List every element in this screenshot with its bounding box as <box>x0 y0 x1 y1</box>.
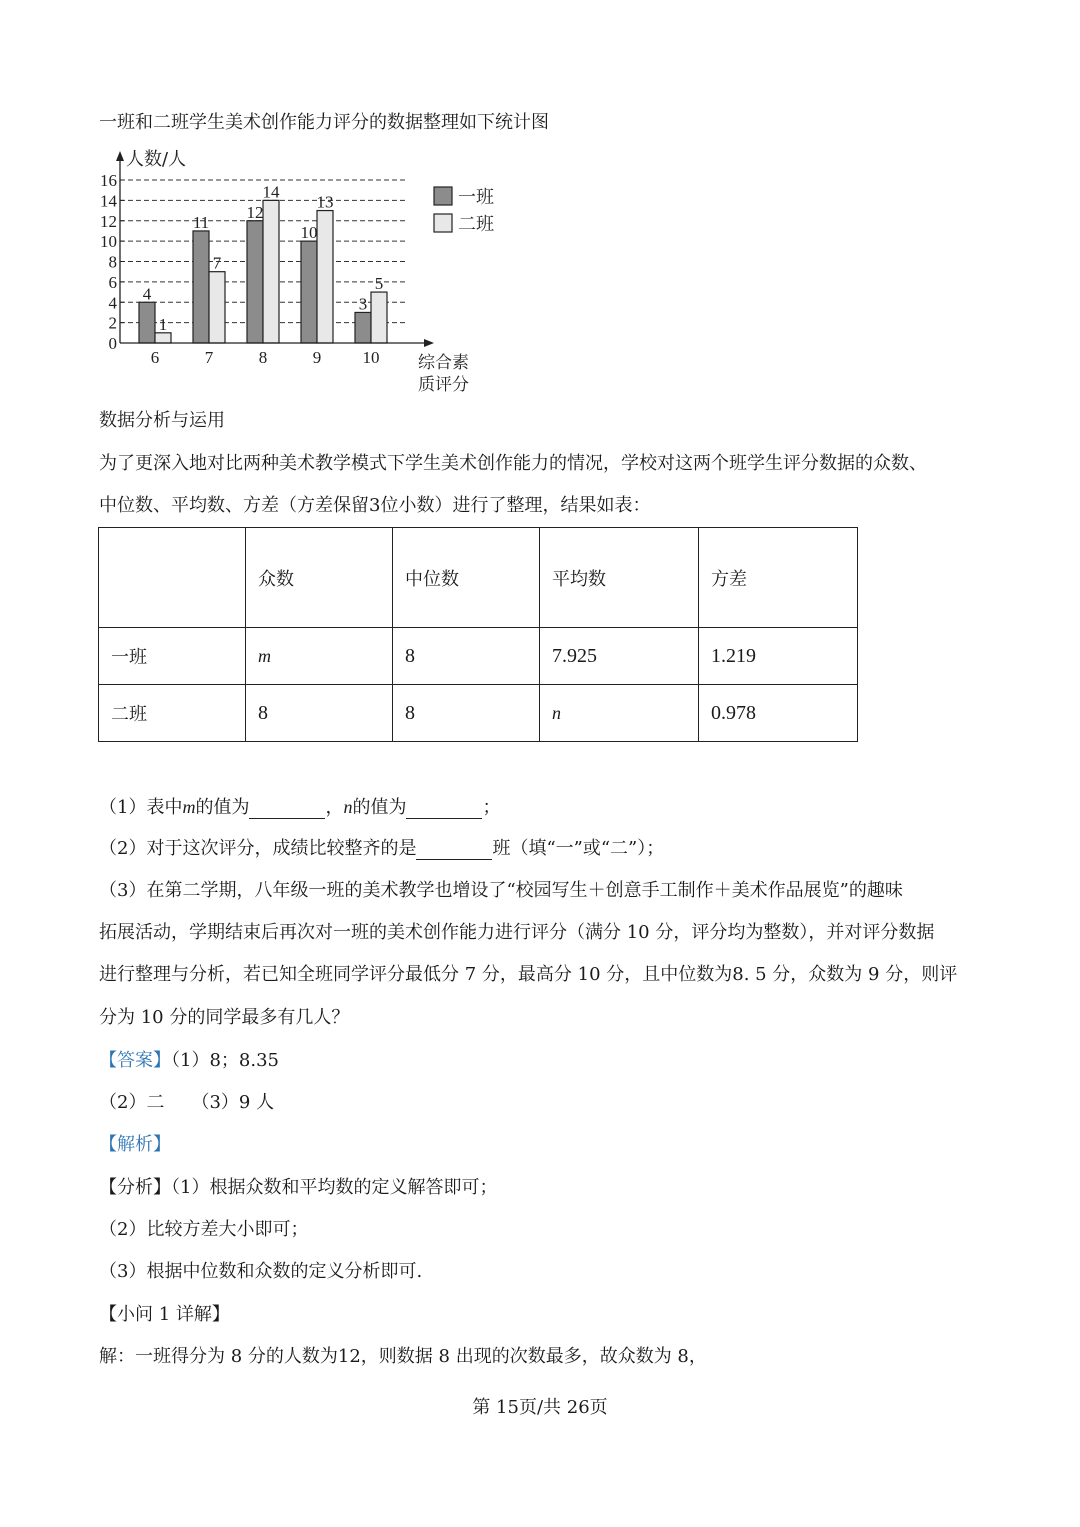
x-tick-label: 10 <box>362 348 380 367</box>
y-axis-arrow <box>116 151 124 161</box>
intro-text: 一班和二班学生美术创作能力评分的数据整理如下统计图 <box>99 112 549 133</box>
legend-label: 二班 <box>458 214 494 235</box>
x-tick-label: 8 <box>258 348 268 367</box>
table-header-cell: 中位数 <box>393 528 540 628</box>
question-3-line: （3）在第二学期，八年级一班的美术教学也增设了“校园写生＋创意手工制作＋美术作品展览”的趣味 <box>99 880 903 901</box>
table-header-cell <box>99 528 246 628</box>
x-tick-label: 9 <box>312 348 322 367</box>
data-label: 12 <box>246 202 264 222</box>
table-cell: 1.219 <box>699 628 858 685</box>
table-cell: 8 <box>393 628 540 685</box>
y-tick-label: 8 <box>108 252 117 272</box>
question-1: （1）表中m的值为 ，n的值为 ； <box>99 797 501 818</box>
analysis-line: （3）根据中位数和众数的定义分析即可. <box>99 1261 423 1282</box>
y-tick-label: 12 <box>100 211 117 231</box>
paragraph-line: 中位数、平均数、方差（方差保留3位小数）进行了整理，结果如表： <box>99 495 651 516</box>
table-header-row <box>99 528 858 628</box>
y-tick-label: 4 <box>108 293 117 313</box>
y-tick-label: 2 <box>108 313 117 333</box>
table-cell: 二班 <box>99 685 246 742</box>
answer-line: 【答案】（1）8；8.35 <box>99 1050 279 1071</box>
bar <box>317 211 333 343</box>
bar <box>209 272 225 343</box>
data-label: 11 <box>192 212 210 232</box>
bar <box>371 292 387 343</box>
chart-legend <box>434 187 494 235</box>
question-3-line: 拓展活动，学期结束后再次对一班的美术创作能力进行评分（满分 10 分，评分均为整数），并对评分数据 <box>99 922 935 943</box>
bar <box>247 221 263 343</box>
table-row <box>99 685 858 742</box>
data-label: 7 <box>212 253 222 273</box>
bar <box>155 333 171 343</box>
detail-tag: 【小问 1 详解】 <box>99 1304 230 1325</box>
bar <box>355 312 371 343</box>
y-tick-label: 0 <box>108 334 117 353</box>
chart-bars <box>139 200 387 343</box>
data-label: 3 <box>358 294 368 314</box>
legend-label: 一班 <box>458 187 494 208</box>
x-tick-label: 6 <box>150 348 160 367</box>
table-cell: 0.978 <box>699 685 858 742</box>
y-tick-label: 16 <box>100 171 117 190</box>
table-header-cell: 方差 <box>699 528 858 628</box>
answer-blank[interactable] <box>416 841 492 860</box>
table-cell: 8 <box>246 685 393 742</box>
data-label: 4 <box>142 284 152 304</box>
answer-tag: 【答案】 <box>99 1050 171 1071</box>
y-axis-title: 人数/人 <box>126 149 187 170</box>
question-3-line: 分为 10 分的同学最多有几人？ <box>99 1007 350 1028</box>
analysis-line: （2）比较方差大小即可； <box>99 1219 309 1240</box>
analysis-tag: 【解析】 <box>99 1134 171 1155</box>
analysis-line: 【分析】（1）根据众数和平均数的定义解答即可； <box>99 1177 498 1198</box>
question-2: （2）对于这次评分，成绩比较整齐的是 班（填“一”或“二”）； <box>99 838 665 859</box>
data-label: 5 <box>374 274 384 294</box>
answer-blank[interactable] <box>406 800 482 819</box>
bar <box>263 200 279 343</box>
solution-line: 解：一班得分为 8 分的人数为12，则数据 8 出现的次数最多，故众数为 8， <box>99 1346 707 1367</box>
y-tick-label: 14 <box>100 191 117 211</box>
legend-swatch <box>434 187 452 205</box>
x-axis-arrow <box>424 339 434 347</box>
x-axis-title-line: 综合素 <box>418 353 469 373</box>
table-row <box>99 628 858 685</box>
bar <box>139 302 155 343</box>
data-label: 1 <box>158 314 168 334</box>
section-title: 数据分析与运用 <box>99 410 225 431</box>
x-tick-label: 7 <box>204 348 214 367</box>
bar-chart <box>96 143 516 403</box>
table-header-cell: 平均数 <box>540 528 699 628</box>
bar <box>301 241 317 343</box>
answer-line: （2）二 （3）9 人 <box>99 1092 275 1113</box>
table-header-cell: 众数 <box>246 528 393 628</box>
stats-table <box>98 527 858 742</box>
bar <box>193 231 209 343</box>
paragraph-line: 为了更深入地对比两种美术教学模式下学生美术创作能力的情况，学校对这两个班学生评分数据的众数、 <box>99 453 927 474</box>
chart-labels <box>100 149 469 395</box>
table-cell: 8 <box>393 685 540 742</box>
table-cell: m <box>246 628 393 685</box>
x-axis-title-line: 质评分 <box>418 375 469 395</box>
data-label: 14 <box>262 182 280 202</box>
y-tick-label: 6 <box>108 272 117 292</box>
table-cell: 一班 <box>99 628 246 685</box>
data-label: 10 <box>300 223 318 243</box>
question-3-line: 进行整理与分析，若已知全班同学评分最低分 7 分，最高分 10 分，且中位数为8. 5 分，众数为 9 分，则评 <box>99 964 958 985</box>
table-cell: n <box>540 685 699 742</box>
legend-swatch <box>434 214 452 232</box>
data-label: 13 <box>316 192 334 212</box>
table-cell: 7.925 <box>540 628 699 685</box>
page-footer: 第 15页/共 26页 <box>472 1397 608 1418</box>
y-tick-label: 10 <box>100 232 117 252</box>
answer-blank[interactable] <box>249 800 325 819</box>
